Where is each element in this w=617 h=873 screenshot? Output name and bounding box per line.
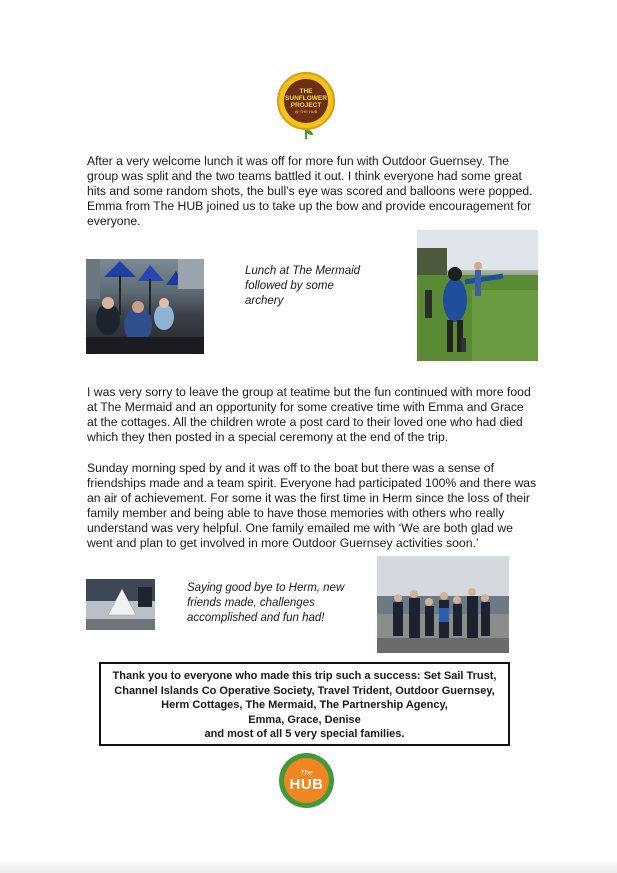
paragraph-sunday: Sunday morning sped by and it was off to the boat but there was a sense of friendships made and a team spirit. Everyone had participated 100% and there was an air of achievement. For some it was the first time in Herm since the loss of their family member and being able to have those memories with others who really understand was very helpful. One family emailed me with ‘We are both glad we went and plan to get involved in more Outdoor Guernsey activities soon.’ bbox=[87, 461, 537, 550]
thanks-line: Channel Islands Co Operative Society, Travel Trident, Outdoor Guernsey, bbox=[114, 684, 495, 697]
archery-photo bbox=[417, 230, 538, 361]
ferry-table-photo-art bbox=[86, 579, 155, 630]
group-photo-art bbox=[377, 556, 509, 653]
logo-text-line: THE bbox=[299, 88, 313, 95]
sunflower-project-logo bbox=[277, 72, 339, 140]
group-photo bbox=[377, 556, 509, 653]
thanks-line: Herm Cottages, The Mermaid, The Partnership Agency, bbox=[161, 699, 448, 711]
thanks-line: and most of all 5 very special families. bbox=[204, 728, 405, 740]
thank-you-box bbox=[99, 662, 510, 746]
sunflower-disc bbox=[277, 72, 335, 130]
thanks-line: Emma, Grace, Denise bbox=[248, 713, 361, 726]
ferry-table-photo bbox=[86, 579, 155, 630]
sunflower-center bbox=[284, 79, 328, 123]
lunch-photo bbox=[86, 259, 204, 354]
sunflower-leaf bbox=[306, 130, 313, 135]
lunch-photo-art bbox=[86, 259, 204, 354]
hub-logo-word: HUB bbox=[289, 775, 324, 793]
hub-logo-the: The bbox=[300, 769, 313, 777]
caption-lunch-archery: Lunch at The Mermaid followed by some archery bbox=[245, 265, 361, 307]
paragraph-teatime: I was very sorry to leave the group at teatime but the fun continued with more food at The Mermaid and an opportunity for some creative time with Emma and Grace at the cottages. All the children wrote a post card to their loved one who had died which they then posted in a special ceremony at the end of the trip. bbox=[87, 385, 531, 444]
hub-logo-disc bbox=[284, 758, 329, 803]
thanks-line: Thank you to everyone who made this trip such a success: Set Sail Trust, bbox=[112, 670, 497, 682]
logo-subtext: @ THE HUB bbox=[294, 109, 318, 114]
caption-goodbye: Saying good bye to Herm, new friends made, challenges accomplished and fun had! bbox=[187, 582, 345, 624]
logo-text-line: PROJECT bbox=[290, 102, 322, 109]
the-hub-logo bbox=[279, 753, 334, 808]
logo-text-line: SUNFLOWER bbox=[285, 95, 327, 102]
page-bottom-shadow bbox=[0, 858, 617, 873]
archery-photo-art bbox=[417, 230, 538, 361]
paragraph-archery: After a very welcome lunch it was off for more fun with Outdoor Guernsey. The group was split and the two teams battled it out. I think everyone had some great hits and some random shots, the bull’s eye was scored and balloons were popped. Emma from The HUB joined us to take up the bow and provide encouragement for everyone. bbox=[87, 154, 533, 228]
